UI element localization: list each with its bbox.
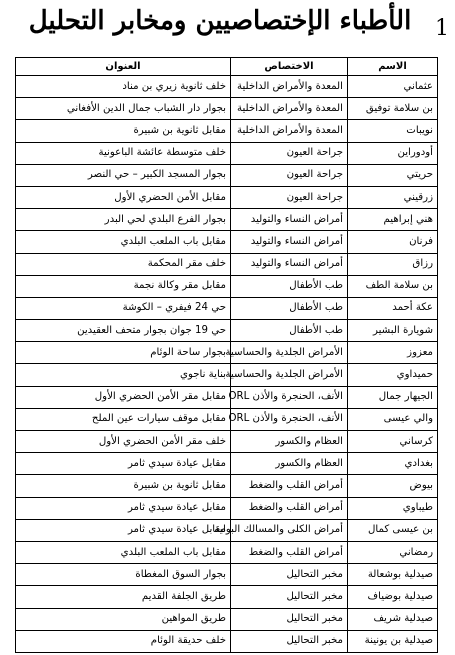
address-cell: مقابل باب الملعب البلدي	[16, 231, 231, 253]
specialty-cell: طب الأطفال	[231, 320, 348, 342]
table-row	[16, 386, 438, 408]
name-cell: عثماني	[348, 76, 438, 98]
column-header-specialty: الاختصاص	[231, 58, 348, 76]
name-cell: بغدادي	[348, 453, 438, 475]
table-row	[16, 297, 438, 319]
table-row	[16, 475, 438, 497]
specialty-cell: طب الأطفال	[231, 275, 348, 297]
table-row	[16, 275, 438, 297]
specialty-cell: الأمراض الجلدية والحساسية	[231, 342, 348, 364]
address-cell: طريق الجلفة القديم	[16, 586, 231, 608]
specialty-cell: أمراض القلب والضغط	[231, 497, 348, 519]
doctors-table	[15, 57, 438, 653]
name-cell: رمضاني	[348, 541, 438, 563]
name-cell: والي عيسى	[348, 408, 438, 430]
table-row	[16, 342, 438, 364]
name-cell: صيدلية بوشعالة	[348, 564, 438, 586]
table-row	[16, 364, 438, 386]
address-cell: مقابل ثانوية بن شبيرة	[16, 120, 231, 142]
address-cell: مقابل باب الملعب البلدي	[16, 541, 231, 563]
specialty-cell: الأنف، الحنجرة والأذن ORL	[231, 386, 348, 408]
table-row	[16, 120, 438, 142]
specialty-cell: جراحة العيون	[231, 186, 348, 208]
specialty-cell: المعدة والأمراض الداخلية	[231, 120, 348, 142]
name-cell: نويبات	[348, 120, 438, 142]
name-cell: فرنان	[348, 231, 438, 253]
specialty-cell: الأمراض الجلدية والحساسية	[231, 364, 348, 386]
address-cell: مقابل عيادة سيدي ثامر	[16, 453, 231, 475]
table-row	[16, 497, 438, 519]
table-row	[16, 519, 438, 541]
table-row	[16, 76, 438, 98]
specialty-cell: طب الأطفال	[231, 297, 348, 319]
table-row	[16, 586, 438, 608]
table-row	[16, 630, 438, 652]
name-cell: بن عيسى كمال	[348, 519, 438, 541]
specialty-cell: العظام والكسور	[231, 453, 348, 475]
address-cell: مقابل مقر وكالة نجمة	[16, 275, 231, 297]
table-row	[16, 231, 438, 253]
name-cell: رزاق	[348, 253, 438, 275]
address-cell: خلف مقر المحكمة	[16, 253, 231, 275]
name-cell: طيباوي	[348, 497, 438, 519]
name-cell: عكة أحمد	[348, 297, 438, 319]
specialty-cell: أمراض النساء والتوليد	[231, 231, 348, 253]
specialty-cell: جراحة العيون	[231, 164, 348, 186]
name-cell: بيوض	[348, 475, 438, 497]
specialty-cell: مخبر التحاليل	[231, 564, 348, 586]
address-cell: مقابل مقر الأمن الحضري الأول	[16, 386, 231, 408]
table-row	[16, 209, 438, 231]
address-cell: بجوار الفرع البلدي لحي البدر	[16, 209, 231, 231]
address-cell: حي 24 فيفري – الكوشة	[16, 297, 231, 319]
name-cell: الجيهار جمال	[348, 386, 438, 408]
page-number: 1	[435, 16, 449, 41]
name-cell: زرقيني	[348, 186, 438, 208]
table-row	[16, 253, 438, 275]
specialty-cell: جراحة العيون	[231, 142, 348, 164]
table-row	[16, 431, 438, 453]
address-cell: بجوار دار الشباب جمال الدين الأفغاني	[16, 98, 231, 120]
table-body	[16, 76, 438, 653]
address-cell: مقابل عيادة سيدي ثامر	[16, 519, 231, 541]
specialty-cell: مخبر التحاليل	[231, 608, 348, 630]
table-row	[16, 142, 438, 164]
address-cell: بجوار ساحة الوئام	[16, 342, 231, 364]
specialty-cell: العظام والكسور	[231, 431, 348, 453]
address-cell: بناية ناجوي	[16, 364, 231, 386]
table-header-row	[16, 58, 438, 76]
specialty-cell: المعدة والأمراض الداخلية	[231, 76, 348, 98]
table-row	[16, 564, 438, 586]
table-row	[16, 164, 438, 186]
name-cell: صيدلية بن يونينة	[348, 630, 438, 652]
address-cell: خلف متوسطة عائشة الباعونية	[16, 142, 231, 164]
column-header-address: العنوان	[16, 58, 231, 76]
specialty-cell: أمراض النساء والتوليد	[231, 253, 348, 275]
address-cell: بجوار السوق المغطاة	[16, 564, 231, 586]
specialty-cell: أمراض القلب والضغط	[231, 475, 348, 497]
specialty-cell: أمراض الكلى والمسالك البولية	[231, 519, 348, 541]
specialty-cell: مخبر التحاليل	[231, 630, 348, 652]
name-cell: بن سلامة توفيق	[348, 98, 438, 120]
table-row	[16, 541, 438, 563]
table-row	[16, 408, 438, 430]
specialty-cell: مخبر التحاليل	[231, 586, 348, 608]
name-cell: شويارة البشير	[348, 320, 438, 342]
address-cell: حي 19 جوان بجوار متحف العقيدين	[16, 320, 231, 342]
address-cell: مقابل عيادة سيدي ثامر	[16, 497, 231, 519]
name-cell: حميداوي	[348, 364, 438, 386]
address-cell: بجوار المسجد الكبير – حي النصر	[16, 164, 231, 186]
address-cell: مقابل الأمن الحضري الأول	[16, 186, 231, 208]
address-cell: مقابل موقف سيارات عين الملح	[16, 408, 231, 430]
name-cell: صيدلية بوضياف	[348, 586, 438, 608]
name-cell: بن سلامة الطف	[348, 275, 438, 297]
name-cell: هني إبراهيم	[348, 209, 438, 231]
address-cell: خلف حديقة الوئام	[16, 630, 231, 652]
name-cell: أودوراين	[348, 142, 438, 164]
column-header-name: الاسم	[348, 58, 438, 76]
specialty-cell: أمراض النساء والتوليد	[231, 209, 348, 231]
name-cell: حريتي	[348, 164, 438, 186]
specialty-cell: الأنف، الحنجرة والأذن ORL	[231, 408, 348, 430]
address-cell: خلف ثانوية زيري بن مناد	[16, 76, 231, 98]
address-cell: خلف مقر الأمن الحضري الأول	[16, 431, 231, 453]
table-row	[16, 320, 438, 342]
name-cell: صيدلية شريف	[348, 608, 438, 630]
address-cell: طريق المواهين	[16, 608, 231, 630]
table-row	[16, 453, 438, 475]
name-cell: معزوز	[348, 342, 438, 364]
address-cell: مقابل ثانوية بن شبيرة	[16, 475, 231, 497]
specialty-cell: أمراض القلب والضغط	[231, 541, 348, 563]
table-row	[16, 186, 438, 208]
specialty-cell: المعدة والأمراض الداخلية	[231, 98, 348, 120]
document-title: الأطباء الإختصاصيين ومخابر التحليل	[28, 6, 412, 36]
name-cell: كرساني	[348, 431, 438, 453]
table-row	[16, 608, 438, 630]
table-row	[16, 98, 438, 120]
